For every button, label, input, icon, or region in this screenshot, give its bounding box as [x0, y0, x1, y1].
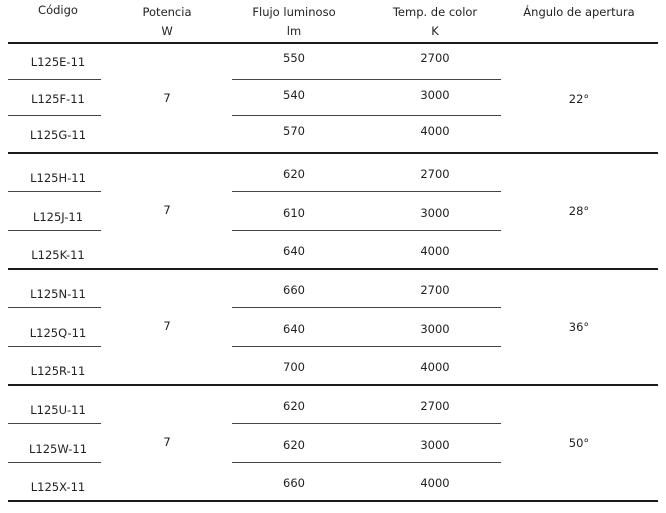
group-divider: [8, 152, 658, 154]
temp-cell: 4000: [420, 244, 450, 259]
potencia-cell: 7: [163, 203, 171, 217]
flujo-cell: 640: [283, 321, 305, 336]
angulo-cell: 22°: [568, 92, 590, 106]
flujo-cell: 700: [283, 360, 305, 375]
angulo-cell: 36°: [568, 320, 590, 334]
codigo-cell: L125R-11: [30, 364, 86, 379]
codigo-cell: L125F-11: [31, 91, 85, 106]
group-divider: [8, 268, 658, 270]
header-angulo: [504, 3, 654, 22]
flujo-cell: 660: [283, 476, 305, 491]
flujo-cell: 660: [283, 283, 305, 297]
row-divider-codigo: [8, 307, 101, 308]
temp-cell: 4000: [420, 476, 450, 491]
temp-cell: 3000: [420, 205, 450, 220]
row-divider-values: [232, 191, 501, 192]
temp-cell: 3000: [420, 321, 450, 336]
flujo-cell: 610: [283, 205, 305, 220]
temp-cell: 4000: [420, 360, 450, 375]
temp-cell: 3000: [420, 87, 450, 102]
header-codigo-title: Código: [38, 3, 78, 17]
header-potencia: [117, 3, 217, 41]
codigo-cell: L125K-11: [31, 248, 85, 263]
codigo-cell: L125E-11: [30, 55, 86, 69]
row-divider-values: [232, 346, 501, 347]
flujo-cell: 620: [283, 437, 305, 452]
row-divider-codigo: [8, 346, 101, 347]
group-divider: [8, 384, 658, 386]
row-divider-values: [232, 230, 501, 231]
temp-cell: 3000: [420, 437, 450, 452]
header-temp: [365, 3, 505, 41]
header-potencia-title: Potencia: [142, 5, 192, 19]
header-potencia-unit: W: [161, 24, 173, 38]
row-divider-codigo: [8, 191, 101, 192]
header-flujo-title: Flujo luminoso: [252, 5, 336, 19]
flujo-cell: 550: [283, 51, 305, 65]
group-divider: [8, 500, 658, 502]
potencia-cell: 7: [163, 435, 171, 449]
row-divider-values: [232, 462, 501, 463]
temp-cell: 2700: [420, 167, 450, 181]
codigo-cell: L125W-11: [28, 441, 88, 456]
header-temp-title: Temp. de color: [392, 5, 478, 19]
header-angulo-title: Ángulo de apertura: [523, 5, 635, 19]
codigo-cell: L125H-11: [30, 171, 86, 185]
row-divider-values: [232, 115, 501, 116]
codigo-cell: L125G-11: [29, 128, 87, 143]
codigo-cell: L125N-11: [30, 287, 86, 301]
flujo-cell: 540: [283, 87, 305, 102]
row-divider-values: [232, 79, 501, 80]
flujo-cell: 570: [283, 124, 305, 139]
angulo-cell: 28°: [568, 204, 590, 218]
row-divider-codigo: [8, 115, 101, 116]
row-divider-codigo: [8, 423, 101, 424]
temp-cell: 2700: [420, 51, 450, 65]
codigo-cell: L125Q-11: [29, 325, 87, 340]
header-divider: [8, 42, 658, 44]
flujo-cell: 620: [283, 167, 305, 181]
temp-cell: 4000: [420, 124, 450, 139]
potencia-cell: 7: [163, 319, 171, 333]
header-codigo: [8, 1, 108, 20]
row-divider-codigo: [8, 230, 101, 231]
row-divider-codigo: [8, 79, 101, 80]
angulo-cell: 50°: [568, 436, 590, 450]
header-flujo-unit: lm: [286, 24, 302, 38]
row-divider-values: [232, 307, 501, 308]
codigo-cell: L125X-11: [30, 480, 86, 495]
temp-cell: 2700: [420, 283, 450, 297]
header-temp-unit: K: [431, 24, 439, 38]
potencia-cell: 7: [163, 91, 171, 105]
header-flujo: [224, 3, 364, 41]
row-divider-codigo: [8, 462, 101, 463]
flujo-cell: 620: [283, 399, 305, 413]
row-divider-values: [232, 423, 501, 424]
temp-cell: 2700: [420, 399, 450, 413]
codigo-cell: L125U-11: [30, 403, 86, 417]
flujo-cell: 640: [283, 244, 305, 259]
codigo-cell: L125J-11: [32, 209, 84, 224]
